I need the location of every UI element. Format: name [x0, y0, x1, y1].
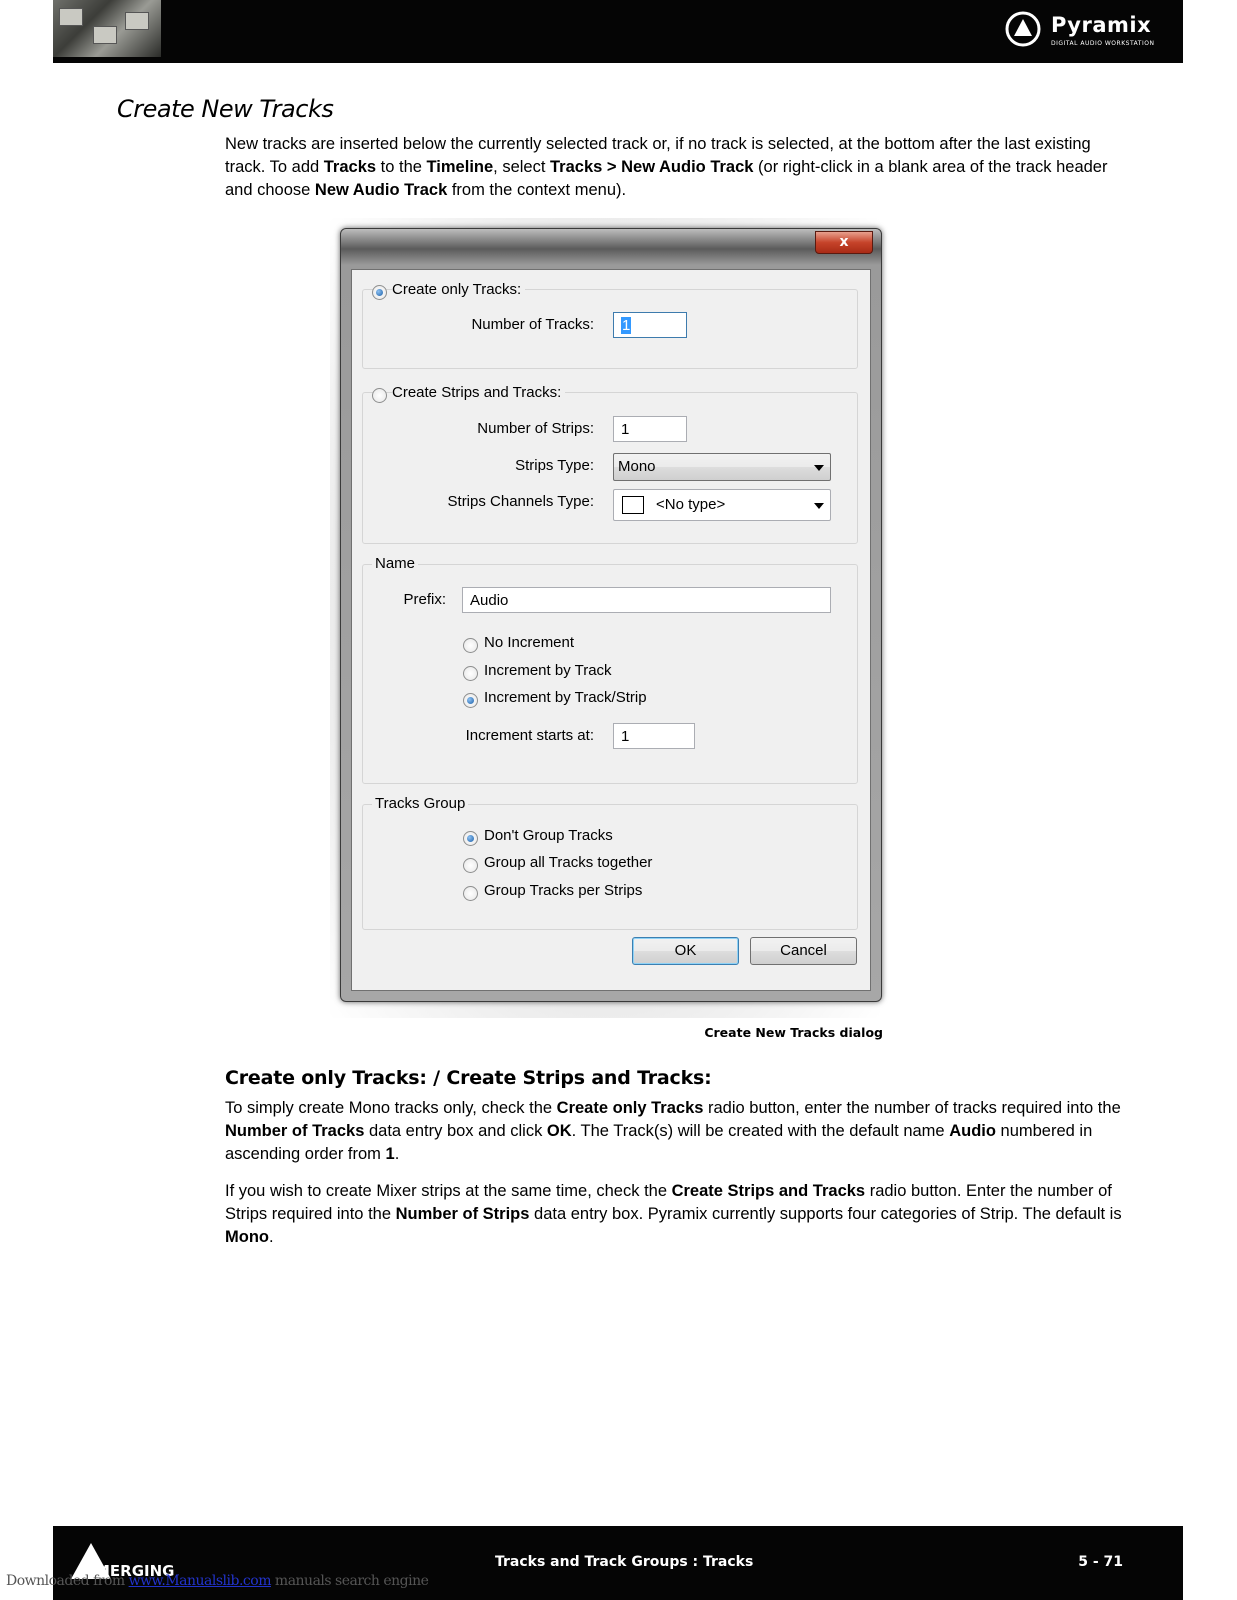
bold-term: Number of Strips [395, 1205, 530, 1223]
number-of-tracks-input[interactable] [613, 312, 687, 338]
increment-starts-input[interactable]: 1 [613, 723, 695, 749]
strips-channels-type-label: Strips Channels Type: [447, 493, 594, 510]
footer-chapter-title: Tracks and Track Groups : Tracks [495, 1554, 754, 1570]
strips-type-dropdown[interactable] [613, 453, 831, 481]
intro-paragraph [225, 133, 1125, 202]
close-button[interactable]: x [815, 231, 873, 254]
text-run: data entry box. Pyramix currently supports four categories of Strip. The default is [529, 1205, 1122, 1223]
text-run: , select [493, 158, 551, 176]
strips-channels-type-dropdown[interactable] [613, 489, 831, 521]
text-run: radio button. Enter the number of Strips required into the [225, 1182, 1112, 1223]
increment-by-track-label: Increment by Track [484, 662, 612, 679]
bold-term: Audio [949, 1122, 996, 1140]
strips-type-value: Mono [618, 458, 656, 475]
watermark-text: manuals search engine [270, 1573, 429, 1589]
number-of-tracks-label: Number of Tracks: [471, 316, 594, 333]
photo-fader [93, 26, 117, 44]
photo-fader [125, 12, 149, 30]
paragraph-create-strips [225, 1180, 1125, 1249]
no-increment-radio[interactable] [463, 638, 478, 653]
header-mixer-photo [53, 0, 161, 57]
text-run: numbered in ascending order from [225, 1122, 1093, 1163]
brand-subtitle: DIGITAL AUDIO WORKSTATION [1051, 40, 1155, 47]
dont-group-tracks-label: Don't Group Tracks [484, 827, 613, 844]
ok-button[interactable]: OK [632, 937, 739, 965]
subsection-heading: Create only Tracks: / Create Strips and Tracks: [225, 1067, 712, 1089]
text-run: . [268, 1228, 274, 1246]
text-run: to the [376, 158, 427, 176]
group-tracks-per-strips-label: Group Tracks per Strips [484, 882, 643, 899]
increment-by-track-radio[interactable] [463, 666, 478, 681]
paragraph-create-tracks [225, 1097, 1125, 1166]
text-run: To simply create Mono tracks only, check the [225, 1099, 557, 1117]
page-number: 5 - 71 [1078, 1554, 1123, 1570]
pyramix-logo-icon [1005, 11, 1041, 47]
manualslib-link[interactable]: www.Manualslib.com [128, 1573, 271, 1589]
download-watermark [6, 1573, 428, 1589]
prefix-label: Prefix: [403, 591, 446, 608]
bold-term: OK [546, 1122, 572, 1140]
bold-term: Mono [225, 1228, 269, 1246]
no-increment-label: No Increment [484, 634, 575, 651]
create-strips-and-tracks-label: Create Strips and Tracks: [392, 384, 565, 401]
text-run: radio button, enter the number of tracks required into the [703, 1099, 1121, 1117]
text-run: New tracks are inserted below the currently selected track or, if no track is selected, at the bottom after the last existing track. To add [225, 135, 1091, 176]
dont-group-tracks-radio[interactable] [463, 831, 478, 846]
text-run: If you wish to create Mixer strips at the same time, check the [225, 1182, 672, 1200]
text-run: data entry box and click [364, 1122, 547, 1140]
tracks-group-legend: Tracks Group [372, 795, 468, 812]
text-run: (or right-click in a blank area of the track header and choose [225, 158, 1108, 199]
bold-term: 1 [385, 1145, 395, 1163]
create-new-tracks-dialog [340, 228, 882, 1002]
prefix-input[interactable]: Audio [462, 587, 831, 613]
group-all-tracks-label: Group all Tracks together [484, 854, 653, 871]
bold-term: Create Strips and Tracks [671, 1182, 866, 1200]
bold-term: Create only Tracks [556, 1099, 704, 1117]
create-only-tracks-radio[interactable] [372, 285, 387, 300]
bold-term: Tracks > New Audio Track [550, 158, 754, 176]
text-run: . The Track(s) will be created with the default name [571, 1122, 950, 1140]
photo-fader [59, 8, 83, 26]
number-of-tracks-value: 1 [622, 317, 631, 334]
increment-by-track-strip-label: Increment by Track/Strip [484, 689, 647, 706]
create-strips-and-tracks-radio[interactable] [372, 388, 387, 403]
bold-term: Tracks [323, 158, 377, 176]
chevron-down-icon [814, 503, 824, 509]
strips-channels-type-value: <No type> [656, 496, 726, 513]
text-run: from the context menu). [447, 181, 627, 199]
chevron-down-icon [814, 465, 824, 471]
group-all-tracks-radio[interactable] [463, 858, 478, 873]
pyramix-brand [1005, 10, 1165, 54]
figure-caption: Create New Tracks dialog [704, 1025, 883, 1040]
text-run: . [394, 1145, 400, 1163]
bold-term: Number of Tracks [225, 1122, 365, 1140]
increment-starts-label: Increment starts at: [465, 727, 594, 744]
bold-term: Timeline [426, 158, 494, 176]
number-of-strips-label: Number of Strips: [477, 420, 594, 437]
brand-name: Pyramix [1051, 13, 1152, 37]
color-swatch-icon [622, 496, 644, 514]
page-header [53, 0, 1183, 63]
number-of-strips-input[interactable]: 1 [613, 416, 687, 442]
dialog-client-area [351, 269, 871, 991]
create-only-tracks-label: Create only Tracks: [392, 281, 525, 298]
increment-by-track-strip-radio[interactable] [463, 693, 478, 708]
group-tracks-per-strips-radio[interactable] [463, 886, 478, 901]
bold-term: New Audio Track [314, 181, 448, 199]
cancel-button[interactable]: Cancel [750, 937, 857, 965]
strips-type-label: Strips Type: [515, 457, 594, 474]
merging-logo-text: MERGING [95, 1562, 175, 1580]
name-group-legend: Name [372, 555, 418, 572]
watermark-text: Downloaded from [6, 1573, 129, 1589]
section-title: Create New Tracks [117, 95, 334, 123]
